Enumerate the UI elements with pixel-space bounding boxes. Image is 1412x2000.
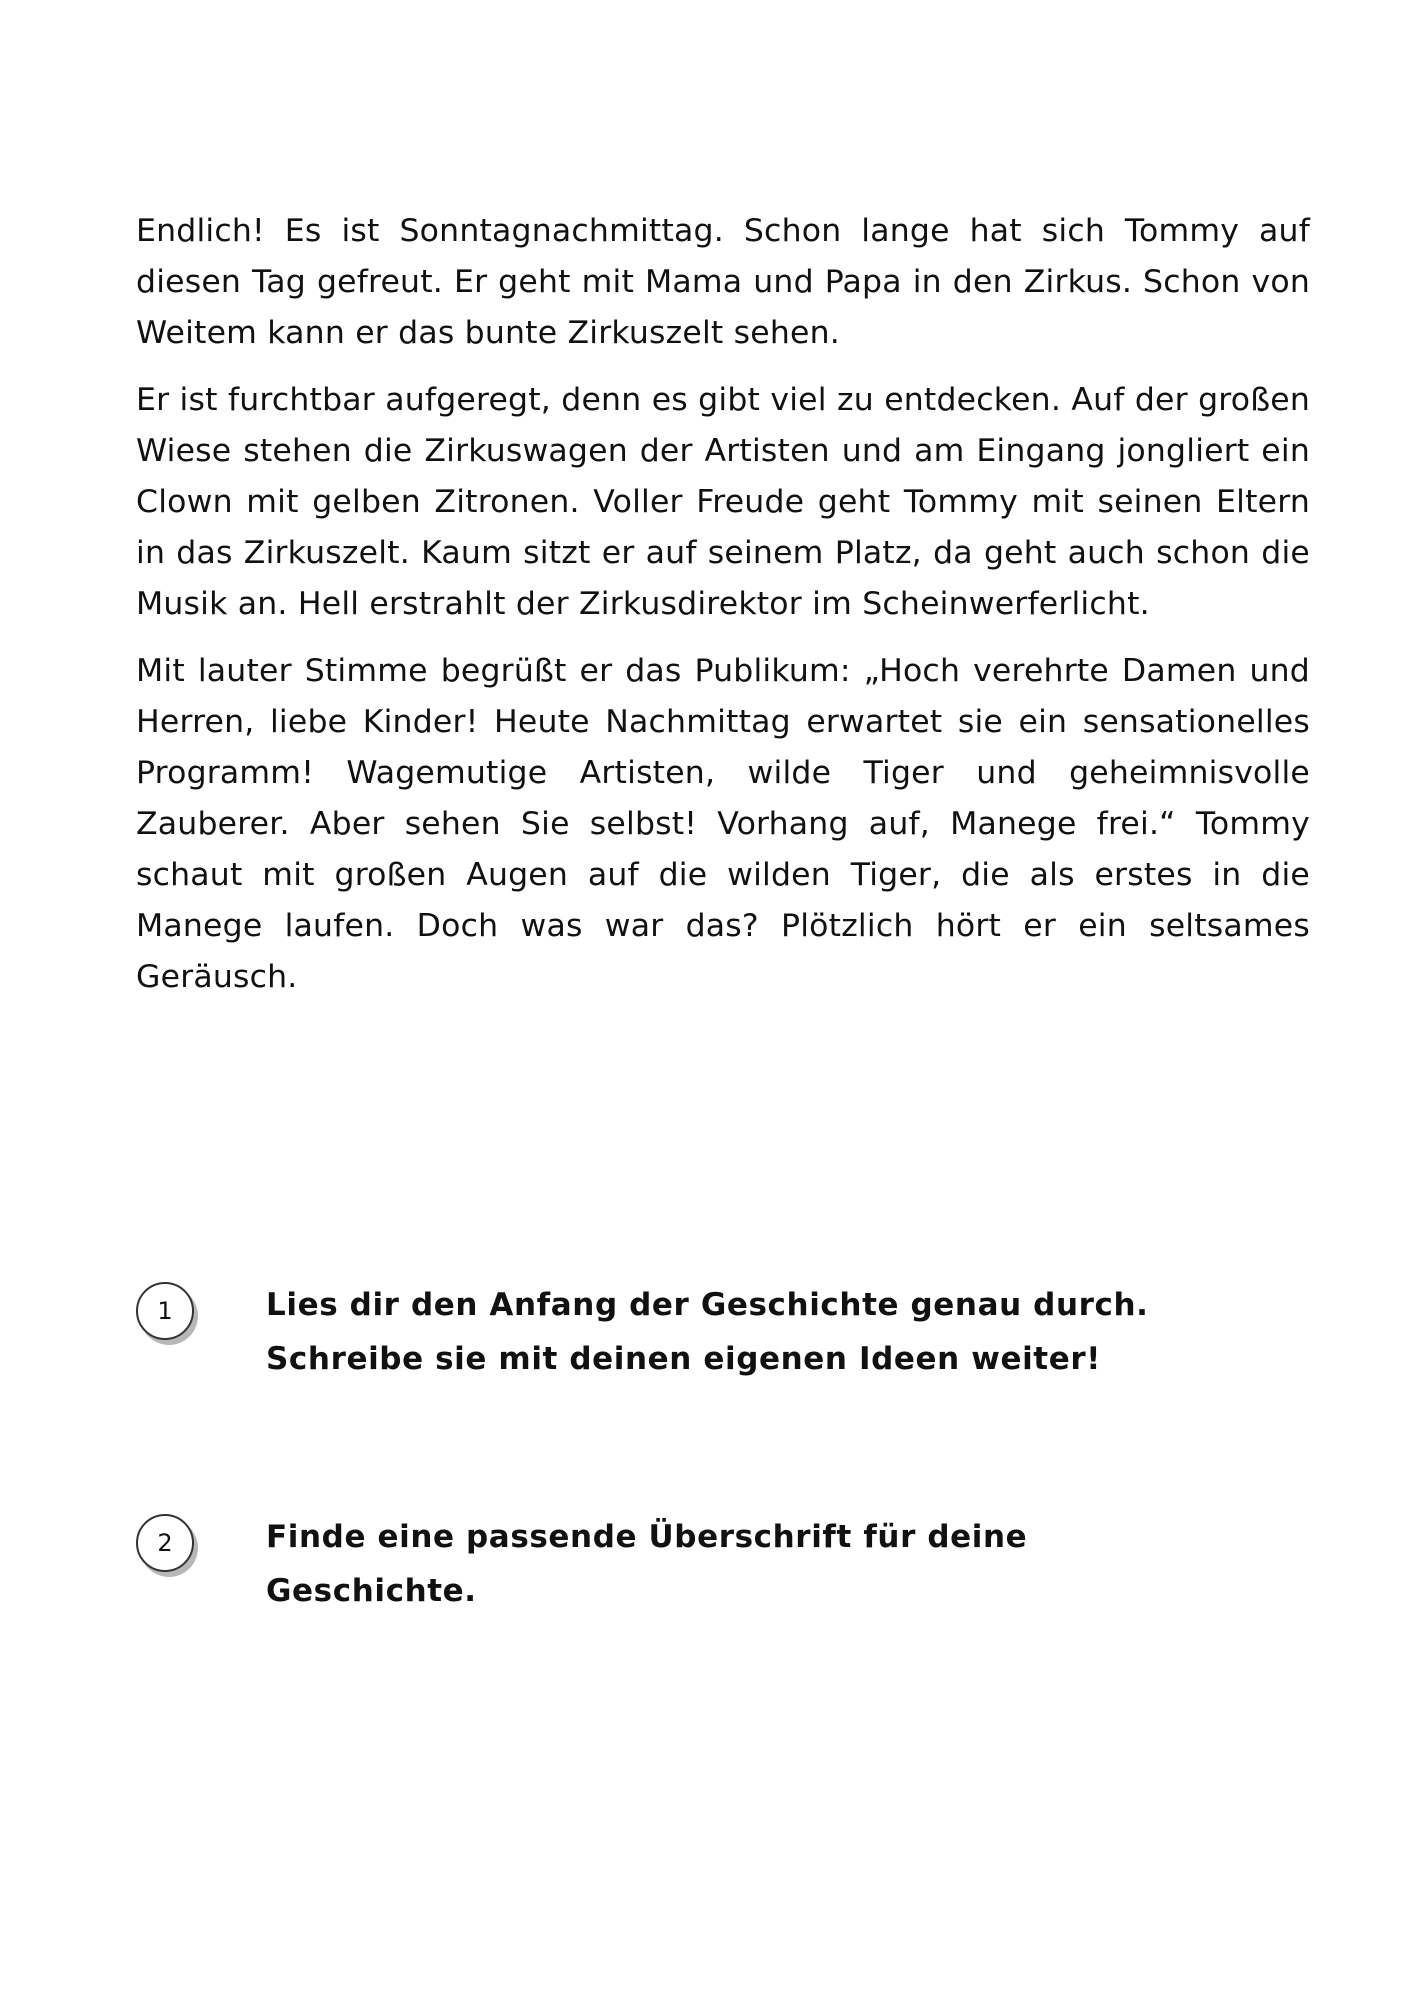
task-1	[136, 1278, 1310, 1408]
task-1-line-2: Schreibe sie mit deinen eigenen Ideen weiter!	[266, 1341, 1101, 1377]
task-1-line-1: Lies dir den Anfang der Geschichte genau durch.	[266, 1287, 1149, 1323]
story-paragraph-3: Mit lauter Stimme begrüßt er das Publikum: „Hoch verehrte Damen und Herren, liebe Kinder! Heute Nachmittag erwartet sie ein sensationelles Programm! Wagemutige Artisten, wilde Tiger und geheimnisvolle Zauberer. Aber sehen Sie selbst! Vorhang auf, Manege frei.“ Tommy schaut mit großen Augen auf die wilden Tiger, die als erstes in die Manege laufen. Doch was war das? Plötzlich hört er ein seltsames Geräusch.	[136, 653, 1310, 995]
task-2-instruction	[266, 1510, 1246, 1618]
task-2-line-1: Finde eine passende Überschrift für deine	[266, 1519, 1028, 1555]
task-2-line-2: Geschichte.	[266, 1573, 477, 1609]
task-number-badge: 1	[136, 1282, 194, 1340]
story-paragraph-2: Er ist furchtbar aufgeregt, denn es gibt viel zu entdecken. Auf der großen Wiese stehen die Zirkuswagen der Artisten und am Eingang jongliert ein Clown mit gelben Zitronen. Voller Freude geht Tommy mit seinen Eltern in das Zirkuszelt. Kaum sitzt er auf seinem Platz, da geht auch schon die Musik an. Hell erstrahlt der Zirkusdirektor im Scheinwerferlicht.	[136, 382, 1310, 622]
task-1-instruction	[266, 1278, 1246, 1386]
task-number-badge: 2	[136, 1514, 194, 1572]
story-paragraph-1: Endlich! Es ist Sonntagnachmittag. Schon lange hat sich Tommy auf diesen Tag gefreut. Er geht mit Mama und Papa in den Zirkus. Schon von Weitem kann er das bunte Zirkuszelt sehen.	[136, 213, 1310, 351]
story-text	[136, 206, 1310, 1019]
task-2	[136, 1510, 1310, 1640]
